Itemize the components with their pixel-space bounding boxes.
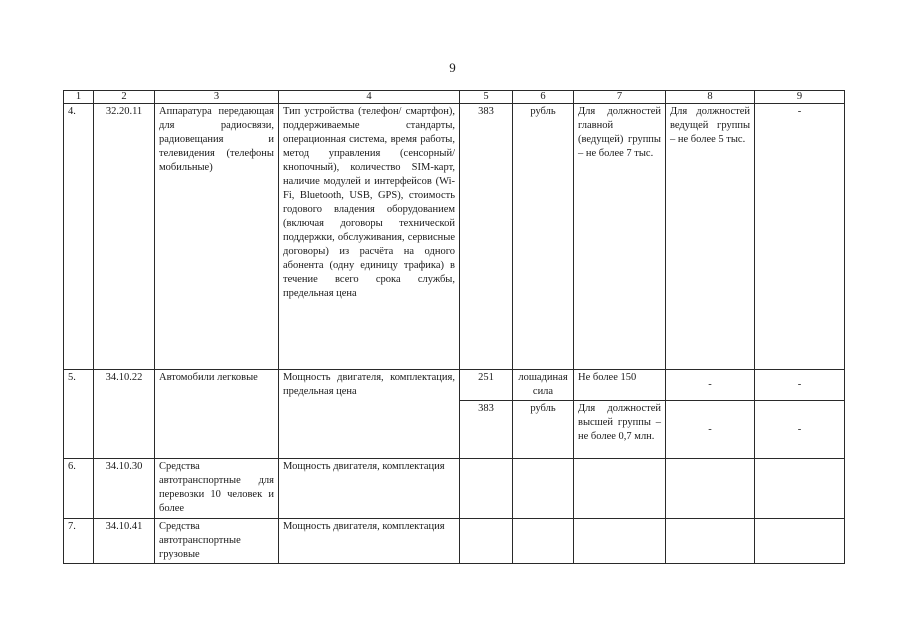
- unit-name: лошадиная сила: [513, 370, 574, 401]
- item-name: Аппаратура передающая для радиосвязи, радиовещания и телевидения (телефоны мобильные): [155, 104, 279, 370]
- row-number: 4.: [64, 104, 94, 370]
- okei-code: 383: [460, 401, 513, 459]
- table-row: [64, 519, 845, 564]
- empty-cell: [755, 519, 845, 564]
- requirements-table: [63, 90, 845, 564]
- empty-cell: [460, 519, 513, 564]
- okpd-code: 34.10.41: [94, 519, 155, 564]
- empty-cell: [513, 519, 574, 564]
- value-col9: -: [755, 370, 845, 401]
- item-name: Средства автотранспортные для перевозки 10 человек и более: [155, 459, 279, 519]
- row-number: 5.: [64, 370, 94, 459]
- unit-name: рубль: [513, 401, 574, 459]
- column-number: 2: [94, 91, 155, 104]
- value-col8: Для должностей ведущей группы – не более 5 тыс.: [666, 104, 755, 370]
- value-col7: Не более 150: [574, 370, 666, 401]
- column-number: 4: [279, 91, 460, 104]
- table-row: [64, 459, 845, 519]
- empty-cell: [513, 459, 574, 519]
- value-col8: -: [666, 401, 755, 459]
- okei-code: 383: [460, 104, 513, 370]
- empty-cell: [666, 459, 755, 519]
- column-number: 9: [755, 91, 845, 104]
- okei-code: 251: [460, 370, 513, 401]
- empty-cell: [460, 459, 513, 519]
- table-row: [64, 104, 845, 370]
- okpd-code: 32.20.11: [94, 104, 155, 370]
- item-characteristics: Мощность двигателя, комплектация, предельная цена: [279, 370, 460, 459]
- item-characteristics: Тип устройства (телефон/ смартфон), поддерживаемые стандарты, операционная система, время работы, метод управления (сенсорный/кнопочный), количество SIM-карт, наличие модулей и интерфейсов (Wi-Fi, Bluetooth, USB, GPS), стоимость годового владения оборудованием (включая договоры технической поддержки, обслуживания, сервисные договоры) из расчёта на одного абонента (одну единицу трафика) в течение всего срока службы, предельная цена: [279, 104, 460, 370]
- column-number-row: [64, 91, 845, 104]
- value-col7: Для должностей главной (ведущей) группы – не более 7 тыс.: [574, 104, 666, 370]
- empty-cell: [574, 459, 666, 519]
- column-number: 3: [155, 91, 279, 104]
- table-row: [64, 370, 845, 401]
- column-number: 5: [460, 91, 513, 104]
- unit-name: рубль: [513, 104, 574, 370]
- value-col9: -: [755, 104, 845, 370]
- empty-cell: [666, 519, 755, 564]
- item-name: Автомобили легковые: [155, 370, 279, 459]
- column-number: 6: [513, 91, 574, 104]
- item-characteristics: Мощность двигателя, комплектация: [279, 459, 460, 519]
- row-number: 6.: [64, 459, 94, 519]
- okpd-code: 34.10.30: [94, 459, 155, 519]
- item-name: Средства автотранспортные грузовые: [155, 519, 279, 564]
- item-characteristics: Мощность двигателя, комплектация: [279, 519, 460, 564]
- empty-cell: [755, 459, 845, 519]
- column-number: 1: [64, 91, 94, 104]
- value-col7: Для должностей высшей группы – не более 0,7 млн.: [574, 401, 666, 459]
- column-number: 8: [666, 91, 755, 104]
- column-number: 7: [574, 91, 666, 104]
- okpd-code: 34.10.22: [94, 370, 155, 459]
- row-number: 7.: [64, 519, 94, 564]
- value-col8: -: [666, 370, 755, 401]
- value-col9: -: [755, 401, 845, 459]
- empty-cell: [574, 519, 666, 564]
- page-number: 9: [449, 60, 456, 75]
